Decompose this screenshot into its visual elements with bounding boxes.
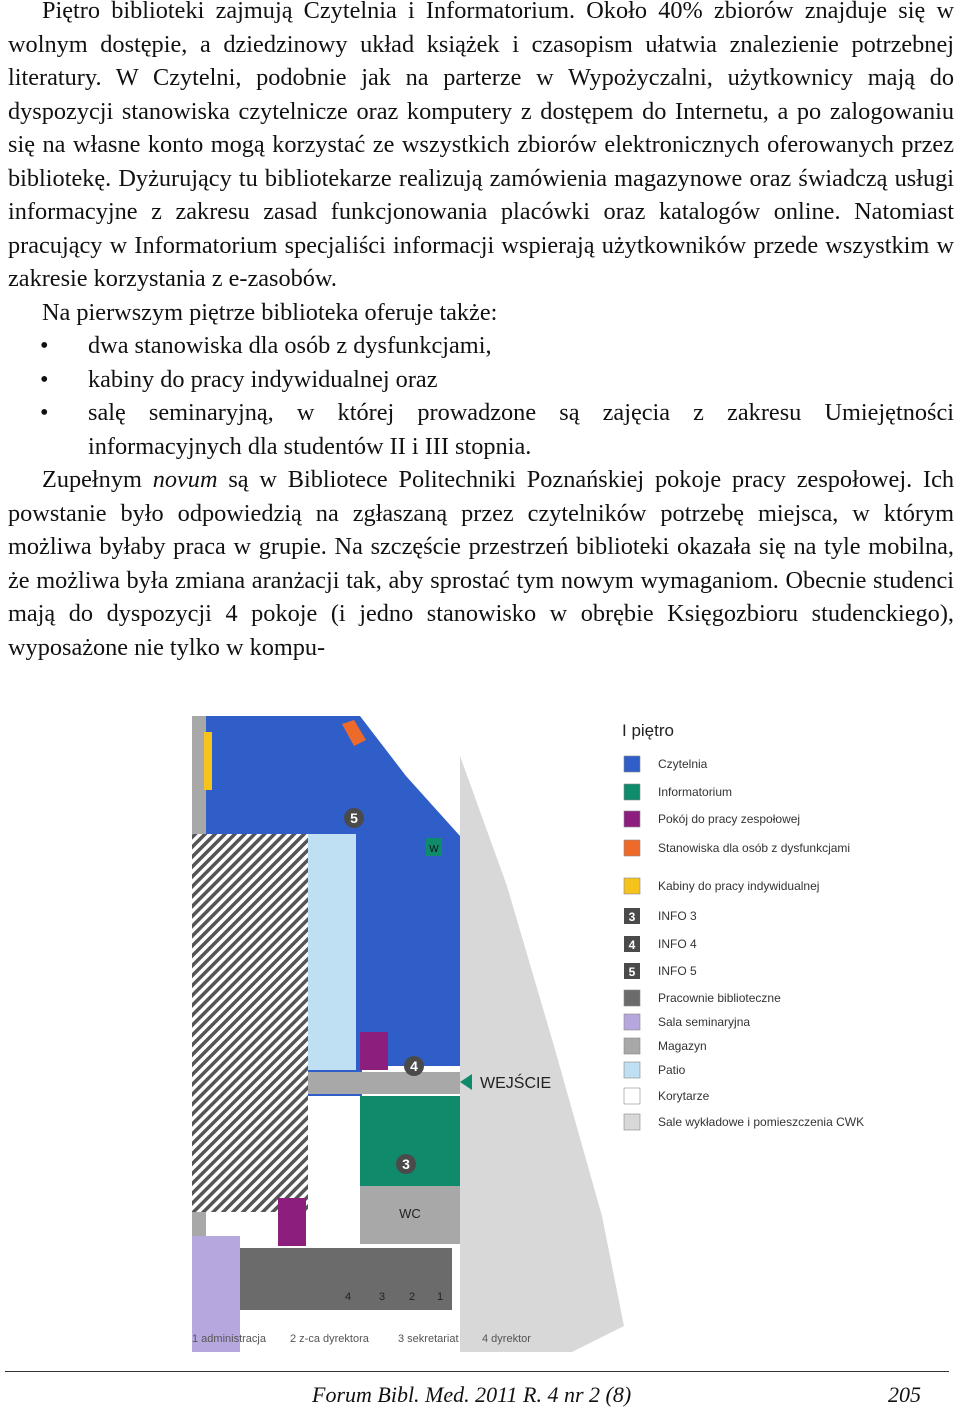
- legend-swatch: [624, 878, 640, 894]
- wc-label: WC: [399, 1206, 421, 1221]
- rooms-caption: 3 sekretariat: [398, 1333, 459, 1345]
- legend-marker-number: 3: [628, 910, 636, 924]
- patio-area: [308, 834, 356, 1070]
- legend-marker-number: 5: [628, 965, 636, 979]
- legend-swatch: [624, 756, 640, 772]
- legend-label: Korytarze: [658, 1089, 710, 1103]
- bullet-item: [8, 363, 954, 397]
- bullet-glyph: •: [40, 332, 49, 359]
- floor-plan-figure: [192, 716, 865, 1352]
- legend-label: Patio: [658, 1063, 686, 1077]
- cabins-strip: [204, 732, 212, 790]
- legend-marker-number: 4: [628, 938, 636, 952]
- footer-journal: Forum Bibl. Med. 2011 R. 4 nr 2 (8): [312, 1382, 632, 1407]
- info-marker-number: 4: [410, 1058, 418, 1074]
- staff-room-number: 3: [378, 1291, 386, 1303]
- legend-swatch: [624, 990, 640, 1006]
- legend-label: INFO 4: [658, 937, 697, 951]
- bullet-text: dwa stanowiska dla osób z dysfunkcjami,: [88, 332, 492, 359]
- bullet-glyph: •: [40, 365, 49, 393]
- legend-label: Magazyn: [658, 1039, 707, 1053]
- legend-swatch: [624, 1088, 640, 1104]
- bullet-glyph: •: [40, 399, 49, 426]
- team-room-1: [360, 1032, 388, 1070]
- entrance-label: WEJŚCIE: [480, 1075, 552, 1092]
- hatched-area: [192, 834, 308, 1212]
- bullet-item: [8, 396, 954, 463]
- legend-label: INFO 5: [658, 964, 697, 978]
- staff-room-number: 4: [344, 1291, 352, 1303]
- legend-label: Kabiny do pracy indywidualnej: [658, 879, 820, 893]
- legend-swatch: [624, 1114, 640, 1130]
- legend-label: Pracownie biblioteczne: [658, 991, 781, 1005]
- info-marker-number: 5: [350, 810, 358, 826]
- legend-label: Czytelnia: [658, 757, 708, 771]
- legend-swatch: [624, 1014, 640, 1030]
- bullet-text: salę seminaryjną, w której prowadzone są zajęcia z zakresu Umiejętności informacyjnych dla studentów II i III stopnia.: [88, 399, 954, 460]
- paragraph-3-rest: są w Bibliotece Politechniki Poznańskiej pokoje pracy zespołowej. Ich powstanie było odpowiedzią na zgłaszaną przez czytelników potrzebę miejsca, w którym możliwa byłaby praca w grupie. Na szczęście przestrzeń biblioteki okazała się na tyle mobilna, że możliwa była zmiana aranżacji tak, aby sprostać tym nowym wymaganiom. Obecnie studenci mają do dyspozycji 4 pokoje (i jedno stanowisko w obrębie Księgozbioru studenckiego), wyposażone nie tylko w kompu-: [8, 466, 954, 661]
- legend-swatch: [624, 784, 640, 800]
- legend-swatch: [624, 1062, 640, 1078]
- rooms-caption: 1 administracja: [192, 1333, 266, 1345]
- staff-room-number: 2: [408, 1291, 416, 1303]
- legend-label: Pokój do pracy zespołowej: [658, 812, 801, 826]
- small-w-label: W: [429, 844, 439, 855]
- bullet-item: [8, 329, 954, 363]
- legend-label: Sala seminaryjna: [658, 1015, 751, 1029]
- paragraph-3-start: Zupełnym: [42, 466, 153, 493]
- footer-rule: [5, 1371, 949, 1372]
- legend-label: Sale wykładowe i pomieszczenia CWK: [658, 1115, 865, 1129]
- rooms-caption: 2 z-ca dyrektora: [290, 1333, 369, 1345]
- rooms-caption: 4 dyrektor: [482, 1333, 531, 1345]
- info-marker-number: 3: [402, 1156, 410, 1172]
- legend-swatch: [624, 811, 640, 827]
- page-number: 205: [888, 1382, 921, 1407]
- paragraph-3-italic: novum: [152, 466, 218, 493]
- corridor-strip: [308, 1072, 460, 1094]
- lecture-halls-area: [460, 756, 624, 1352]
- team-room-2: [278, 1198, 306, 1246]
- paragraph-1: Piętro biblioteki zajmują Czytelnia i Informatorium. Około 40% zbiorów znajduje się w wolnym dostępie, a dziedzinowy układ książek i czasopism ułatwia znalezienie potrzebnej literatury. W Czytelni, podobnie jak na parterze w Wypożyczalni, użytkownicy mają do dyspozycji stanowiska czytelnicze oraz komputery z dostępem do Internetu, a po zalogowaniu się na własne konto mogą korzystać ze wszystkich zbiorów elektronicznych oferowanych przez bibliotekę. Dyżurujący tu bibliotekarze realizują zamówienia magazynowe oraz świadczą usługi informacyjne z zakresu zasad funkcjonowania placówki oraz katalogów online. Natomiast pracujący w Informatorium specjaliści informacji wspierają użytkowników przede wszystkim w zakresie korzystania z e-zasobów.: [8, 0, 954, 292]
- legend-label: INFO 3: [658, 909, 697, 923]
- legend-swatch: [624, 1038, 640, 1054]
- floor-plan-svg: [192, 716, 865, 1352]
- legend-title: I piętro: [622, 721, 674, 740]
- plan-shapes: [192, 716, 624, 1352]
- paragraph-3: [8, 463, 954, 664]
- bullet-text: kabiny do pracy indywidualnej oraz: [88, 365, 438, 393]
- legend-label: Stanowiska dla osób z dysfunkcjami: [658, 841, 851, 855]
- staff-room-number: 1: [436, 1291, 444, 1303]
- body-text: [8, 0, 954, 664]
- legend-swatch: [624, 840, 640, 856]
- bullet-list: [8, 329, 954, 463]
- legend-label: Informatorium: [658, 785, 733, 799]
- map-legend: [622, 721, 864, 1130]
- paragraph-2: Na pierwszym piętrze biblioteka oferuje także:: [42, 298, 498, 326]
